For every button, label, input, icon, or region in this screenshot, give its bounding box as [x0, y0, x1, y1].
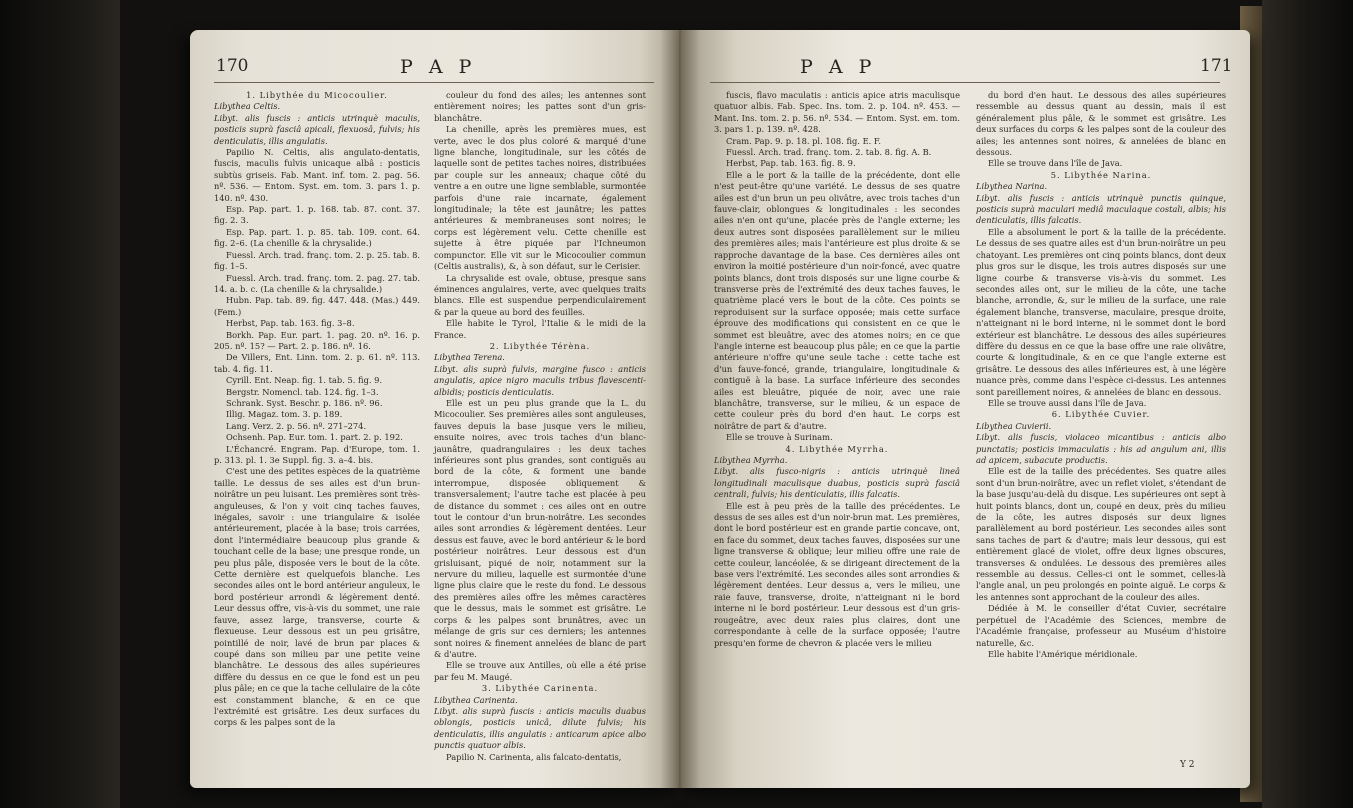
- text-paragraph: Libythea Celtis.: [214, 101, 281, 112]
- text-paragraph: Libyt. alis suprà fulvis, margine fusco : anticis angulatis, apice nigro maculis tribus flavescenti-albidis; posticis denticulatis.: [434, 363, 646, 397]
- text-paragraph: fuscis, flavo maculatis : anticis apice atris maculisque quatuor albis. Fab. Spec. Ins. tom. 2. p. 104. nº. 453. — Mant. Ins. tom. 2. p. 56. nº. 534. — Entom. Syst. em. tom. 3. pars 1. p. 139. nº. 428.: [714, 90, 960, 135]
- text-paragraph: Hubn. Pap. tab. 89. fig. 447. 448. (Mas.) 449. (Fem.): [214, 295, 420, 317]
- running-header-left: P A P: [400, 56, 477, 78]
- right-page-column-2: [976, 90, 1226, 660]
- text-paragraph: Dédiée à M. le conseiller d'état Cuvier, secrétaire perpétuel de l'Académie des Sciences, membre de l'Académie française, professeur au Muséum d'histoire naturelle, &c.: [976, 603, 1226, 648]
- page-number-right: 171: [1200, 56, 1233, 76]
- left-page: [190, 30, 680, 788]
- text-paragraph: L'Échancré. Engram. Pap. d'Europe, tom. 1. p. 313. pl. 1. 3e Suppl. fig. 3. a–4. bis.: [214, 443, 420, 465]
- text-paragraph: Fuessl. Arch. trad. franç. tom. 2. p. 25. tab. 8. fig. 1–5.: [214, 249, 420, 272]
- text-paragraph: Libythea Carinenta.: [434, 694, 518, 705]
- text-paragraph: Papilio N. Carinenta, alis falcato-dentatis,: [446, 751, 622, 762]
- text-paragraph: De Villers, Ent. Linn. tom. 2. p. 61. nº. 113. tab. 4. fig. 11.: [214, 352, 420, 374]
- text-paragraph: Illig. Magaz. tom. 3. p. 189.: [226, 409, 343, 420]
- text-paragraph: Elle habite l'Amérique méridionale.: [988, 648, 1138, 659]
- text-paragraph: du bord d'en haut. Le dessous des ailes supérieures ressemble au dessus quant au dessin, mais il est généralement plus pâle, & le sommet est grisâtre. Les deux surfaces du corps & les palpes sont de la couleur des ailes; les antennes sont noires, & annelées de blanc en dessous.: [976, 90, 1226, 158]
- text-paragraph: Herbst, Pap. tab. 163. fig. 3–8.: [226, 318, 355, 329]
- text-paragraph: Esp. Pap. part. 1. p. 85. tab. 109. cont. 64. fig. 2–6. (La chenille & la chrysalide.): [214, 226, 420, 249]
- text-paragraph: Bergstr. Nomencl. tab. 124. fig. 1–3.: [226, 386, 379, 397]
- text-paragraph: Elle est de la taille des précédentes. Ses quatre ailes sont d'un brun-noirâtre, avec un reflet violet, s'étendant de la base jusqu'au-delà du disque. Les supérieures ont sept à huit points blancs, dont un, coupé en deux, près du milieu de la côte, les autres disposés sur deux lignes parallèlement au bord postérieur. Les secondes ailes sont sans taches de part & d'autre; mais leur dessous, qui est entièrement glacé de violet, offre deux lignes obscures, transverses & ondulées. Le dessous des premières ailes ressemble au dessus. Celles-ci ont le sommet, celles-là l'angle anal, un peu prolongés en pointe aiguë. Le corps & les antennes sont approchant de la couleur des ailes.: [976, 466, 1226, 602]
- book-gutter: [660, 30, 700, 788]
- text-paragraph: Libyt. alis suprà fuscis : anticis maculis duabus oblongis, posticis unicâ, dilute fulvis; his denticulatis, illis angulatis : anticarum apice albo punctis quatuor albis.: [434, 705, 646, 751]
- text-paragraph: Libyt. alis fuscis : anticis utrinquè punctis quinque, posticis suprà maculari mediâ maculaque costali, albis; his denticulatis, illis falcatis.: [976, 192, 1226, 226]
- text-paragraph: Libythea Narina.: [976, 181, 1048, 192]
- text-paragraph: Elle se trouve aussi dans l'île de Java.: [988, 397, 1147, 408]
- left-page-column-1: [214, 90, 420, 729]
- text-paragraph: Cram. Pap. 9. p. 18. pl. 108. fig. E. F.: [726, 135, 882, 146]
- signature-mark: Y 2: [1180, 760, 1195, 770]
- text-paragraph: Ochsenh. Pap. Eur. tom. 1. part. 2. p. 192.: [226, 432, 403, 443]
- text-paragraph: Lang. Verz. 2. p. 56. nº. 271–274.: [226, 420, 367, 431]
- left-page-column-2: [434, 90, 646, 763]
- text-paragraph: La chrysalide est ovale, obtuse, presque sans éminences angulaires, verte, avec quelques traits blancs. Elle est suspendue perpendiculairement & par la queue au bord des feuilles.: [434, 272, 646, 317]
- running-header-right: P A P: [800, 56, 877, 78]
- text-paragraph: Libyt. alis fuscis, violaceo micantibus : anticis albo punctatis; posticis immaculatis : his ad angulum ani, illis ad apicem, subacute productis.: [976, 432, 1226, 465]
- text-paragraph: Elle se trouve dans l'île de Java.: [988, 158, 1123, 169]
- text-paragraph: Elle a le port & la taille de la précédente, dont elle n'est peut-être qu'une variété. Le dessus de ses quatre ailes est d'un brun un peu olivâtre, avec trois taches d'un fauve-clair, oblongues & longitudinales : les secondes ailes n'en ont qu'une, placée près de l'angle externe; les deux autres sont disposées parallèlement sur le milieu des premières ailes; mais l'antérieure est plus droite & se rapproche davantage de la base. Ces dernières ailes ont environ la moitié postérieure d'un noir-foncé, avec quatre points blancs, dont trois disposés sur une ligne courbe & transverse près de l'extrémité des deux taches fauves, le quatrième placé vers le bout de la côte. Ces points se reproduisent sur la surface opposée; mais cette surface éprouve des modifications qui consistent en ce que le sommet est bleuâtre, avec des atomes noirs; en ce que l'angle interne est beaucoup plus pâle; en ce que la partie antérieure n'offre qu'une seule tache : cette tache est d'un fauve-foncé, grande, triangulaire, longitudinale & contiguë à la base. La surface inférieure des secondes ailes est bleuâtre, piquée de noir, avec une raie blanchâtre, transverse, sur le milieu, & un espace de cette couleur près du bord d'en haut. Le corps est noirâtre de part & d'autre.: [714, 169, 960, 431]
- text-paragraph: 2. Libythée Térèna.: [489, 340, 591, 351]
- text-paragraph: Elle est un peu plus grande que la L. du Micocoulier. Ses premières ailes sont anguleuses, fauves depuis la base jusque vers le milieu, ensuite noires, avec trois taches d'un blanc-jaunâtre, quadrangulaires : les deux taches inférieures sont plus grandes, sont contiguës au bord de la côte, & forment une bande interrompue, disposée obliquement & transversalement; l'autre tache est placée à peu de distance du sommet : ces ailes ont en outre tout le contour d'un brun-noirâtre. Les secondes ailes sont arrondies & légèrement dentées. Leur dessus est fauve, avec le bord antérieur & le bord postérieur noirâtres. Leur dessous est d'un grisluisant, piqué de noir, notamment sur la nervure du milieu, laquelle est surmontée d'une ligne plus claire que le reste du fond. Le dessous des premières ailes offre les mêmes caractères que le dessus, mais le sommet est grisâtre. Le corps & les palpes sont brunâtres, avec un mélange de gris sur ces derniers; les antennes sont noires & finement annelées de blanc de part & d'autre.: [434, 397, 646, 659]
- text-paragraph: 3. Libythée Carinenta.: [481, 683, 599, 694]
- text-paragraph: La chenille, après les premières mues, est verte, avec le dos plus coloré & marqué d'une ligne blanche, longitudinale, sur les côtés de laquelle sont de petites taches noires, distribuées par couple sur les anneaux; chaque côté du ventre a en outre une ligne semblable, surmontée parfois d'une raie incarnate, également longitudinale; la tête est jaunâtre; les pattes antérieures & membraneuses sont noires; le corps est légèrement velu. Cette chenille est sujette à être piquée par l'Ichneumon compunctor. Elle vit sur le Micocoulier commun (Celtis australis), &, à son défaut, sur le Cerisier.: [434, 124, 646, 272]
- right-page: [680, 30, 1250, 788]
- text-paragraph: Libyt. alis fuscis : anticis utrinquè maculis, posticis suprà fasciâ apicali, flexuosâ, fulvis; his denticulatis, illis angulatis.: [214, 112, 420, 146]
- header-rule-right: [710, 82, 1220, 83]
- text-paragraph: Papilio N. Celtis, alis angulato-dentatis, fuscis, maculis fulvis unicaque albâ : posticis subtùs griseis. Fab. Mant. inf. tom. 2. pag. 56. nº. 536. — Entom. Syst. em. tom. 3. pars 1. p. 140. nº. 430.: [214, 147, 420, 203]
- text-paragraph: 4. Libythée Myrrha.: [785, 443, 889, 454]
- text-paragraph: 6. Libythée Cuvier.: [1051, 409, 1151, 420]
- text-paragraph: 1. Libythée du Micocoulier.: [246, 90, 388, 100]
- text-paragraph: Elle se trouve à Surinam.: [726, 432, 833, 443]
- right-page-column-1: [714, 90, 960, 649]
- text-paragraph: 5. Libythée Narina.: [1050, 169, 1152, 180]
- text-paragraph: Fuessl. Arch. trad. franç. tom. 2. pag. 27. tab. 14. a. b. c. (La chenille & la chrysalide.): [214, 272, 420, 294]
- text-paragraph: Elle habite le Tyrol, l'Italie & le midi de la France.: [434, 318, 646, 340]
- page-number-left: 170: [216, 56, 249, 76]
- text-paragraph: Borkh. Pap. Eur. part. 1. pag. 20. nº. 16. p. 205. nº. 15? — Part. 2. p. 186. nº. 16.: [214, 329, 420, 351]
- text-paragraph: Libythea Terena.: [434, 352, 505, 363]
- text-paragraph: Elle se trouve aux Antilles, où elle a été prise par feu M. Maugé.: [434, 660, 646, 682]
- text-paragraph: Libythea Cuvierii.: [976, 420, 1052, 431]
- text-paragraph: C'est une des petites espèces de la quatrième taille. Le dessus de ses ailes est d'un brun-noirâtre un peu luisant. Les premières sont très-anguleuses, & l'on y voit cinq taches fauves, inégales, savoir : une triangulaire & isolée antérieurement, placée à la base; trois carrées, dont l'intermédiaire beaucoup plus grande & touchant celle de la base; une presque ronde, un peu plus pâle, disposée vers le bout de la côte. Cette dernière est quelquefois blanche. Les secondes ailes ont le bord antérieur anguleux, le bord postérieur arrondi & légèrement denté. Leur dessus offre, vis-à-vis du sommet, une raie fauve, assez large, transverse, courte & flexueuse. Leur dessous est un peu grisâtre, pointillé de noir, lavé de brun par places & coupé dans son milieu par une petite veine blanchâtre. Le dessous des ailes supérieures diffère du dessus en ce que le fond est un peu plus pâle; en ce que la tache cellulaire de la côte est constamment blanche, & en ce que l'extrémité est grisâtre. Les deux surfaces du corps & les palpes sont de la: [214, 466, 420, 728]
- text-paragraph: Elle est à peu près de la taille des précédentes. Le dessus de ses ailes est d'un noir-brun mat. Les premières, dont le bord postérieur est en grande partie concave, ont, en face du sommet, deux taches fauves, disposées sur une ligne transverse & oblique; leur milieu offre une raie de cette couleur, lancéolée, & se dirigeant directement de la base vers l'extrémité. Les secondes ailes sont arrondies & légèrement dentées. Leur dessus a, vers le milieu, une raie fauve, transverse, droite, n'atteignant ni le bord interne ni le bord postérieur. Leur dessous est d'un gris-rougeâtre, avec deux raies plus claires, dont une correspondante à celle de la surface opposée; l'autre presqu'en forme de chevron & placée vers le milieu: [714, 500, 960, 648]
- dark-background-right: [1262, 0, 1353, 808]
- header-rule-left: [214, 82, 654, 83]
- dark-background-left: [0, 0, 120, 808]
- text-paragraph: Schrank. Syst. Beschr. p. 186. nº. 96.: [226, 397, 383, 408]
- text-paragraph: Fuessl. Arch. trad. franç. tom. 2. tab. 8. fig. A. B.: [726, 147, 932, 158]
- text-paragraph: Cyrill. Ent. Neap. fig. 1. tab. 5. fig. 9.: [226, 375, 383, 386]
- text-paragraph: Elle a absolument le port & la taille de la précédente. Le dessus de ses quatre ailes est d'un brun-noirâtre un peu chatoyant. Les premières ont cinq points blancs, dont deux plus gros sur le disque, les trois autres disposés sur une ligne courbe & transverse vis-à-vis du sommet. Les secondes ailes ont, sur le milieu de la côte, une tache blanche, arrondie, &, sur le milieu de la surface, une raie également blanche, transverse, maculaire, presque droite, n'atteignant ni le bord interne, ni le sommet dont le bord extérieur est blanchâtre. Le dessous des ailes supérieures diffère du dessus en ce que la base offre une raie olivâtre, courte & longitudinale, & en ce que l'angle externe est grisâtre. Le dessous des ailes inférieures est, à une légère nuance près, comme dans l'espèce ci-dessus. Les antennes sont pareillement noires, & annelées de blanc en dessous.: [976, 226, 1226, 397]
- text-paragraph: Libythea Myrrha.: [714, 455, 788, 465]
- text-paragraph: couleur du fond des ailes; les antennes sont entièrement noires; les pattes sont d'un gris-blanchâtre.: [434, 90, 646, 123]
- text-paragraph: Herbst, Pap. tab. 163. fig. 8. 9.: [726, 158, 856, 169]
- text-paragraph: Esp. Pap. part. 1. p. 168. tab. 87. cont. 37. fig. 2. 3.: [214, 204, 420, 226]
- text-paragraph: Libyt. alis fusco-nigris : anticis utrinquè lineâ longitudinali maculisque duabus, posticis suprà fasciâ centrali, fulvis; his denticulatis, illis falcatis.: [714, 466, 960, 500]
